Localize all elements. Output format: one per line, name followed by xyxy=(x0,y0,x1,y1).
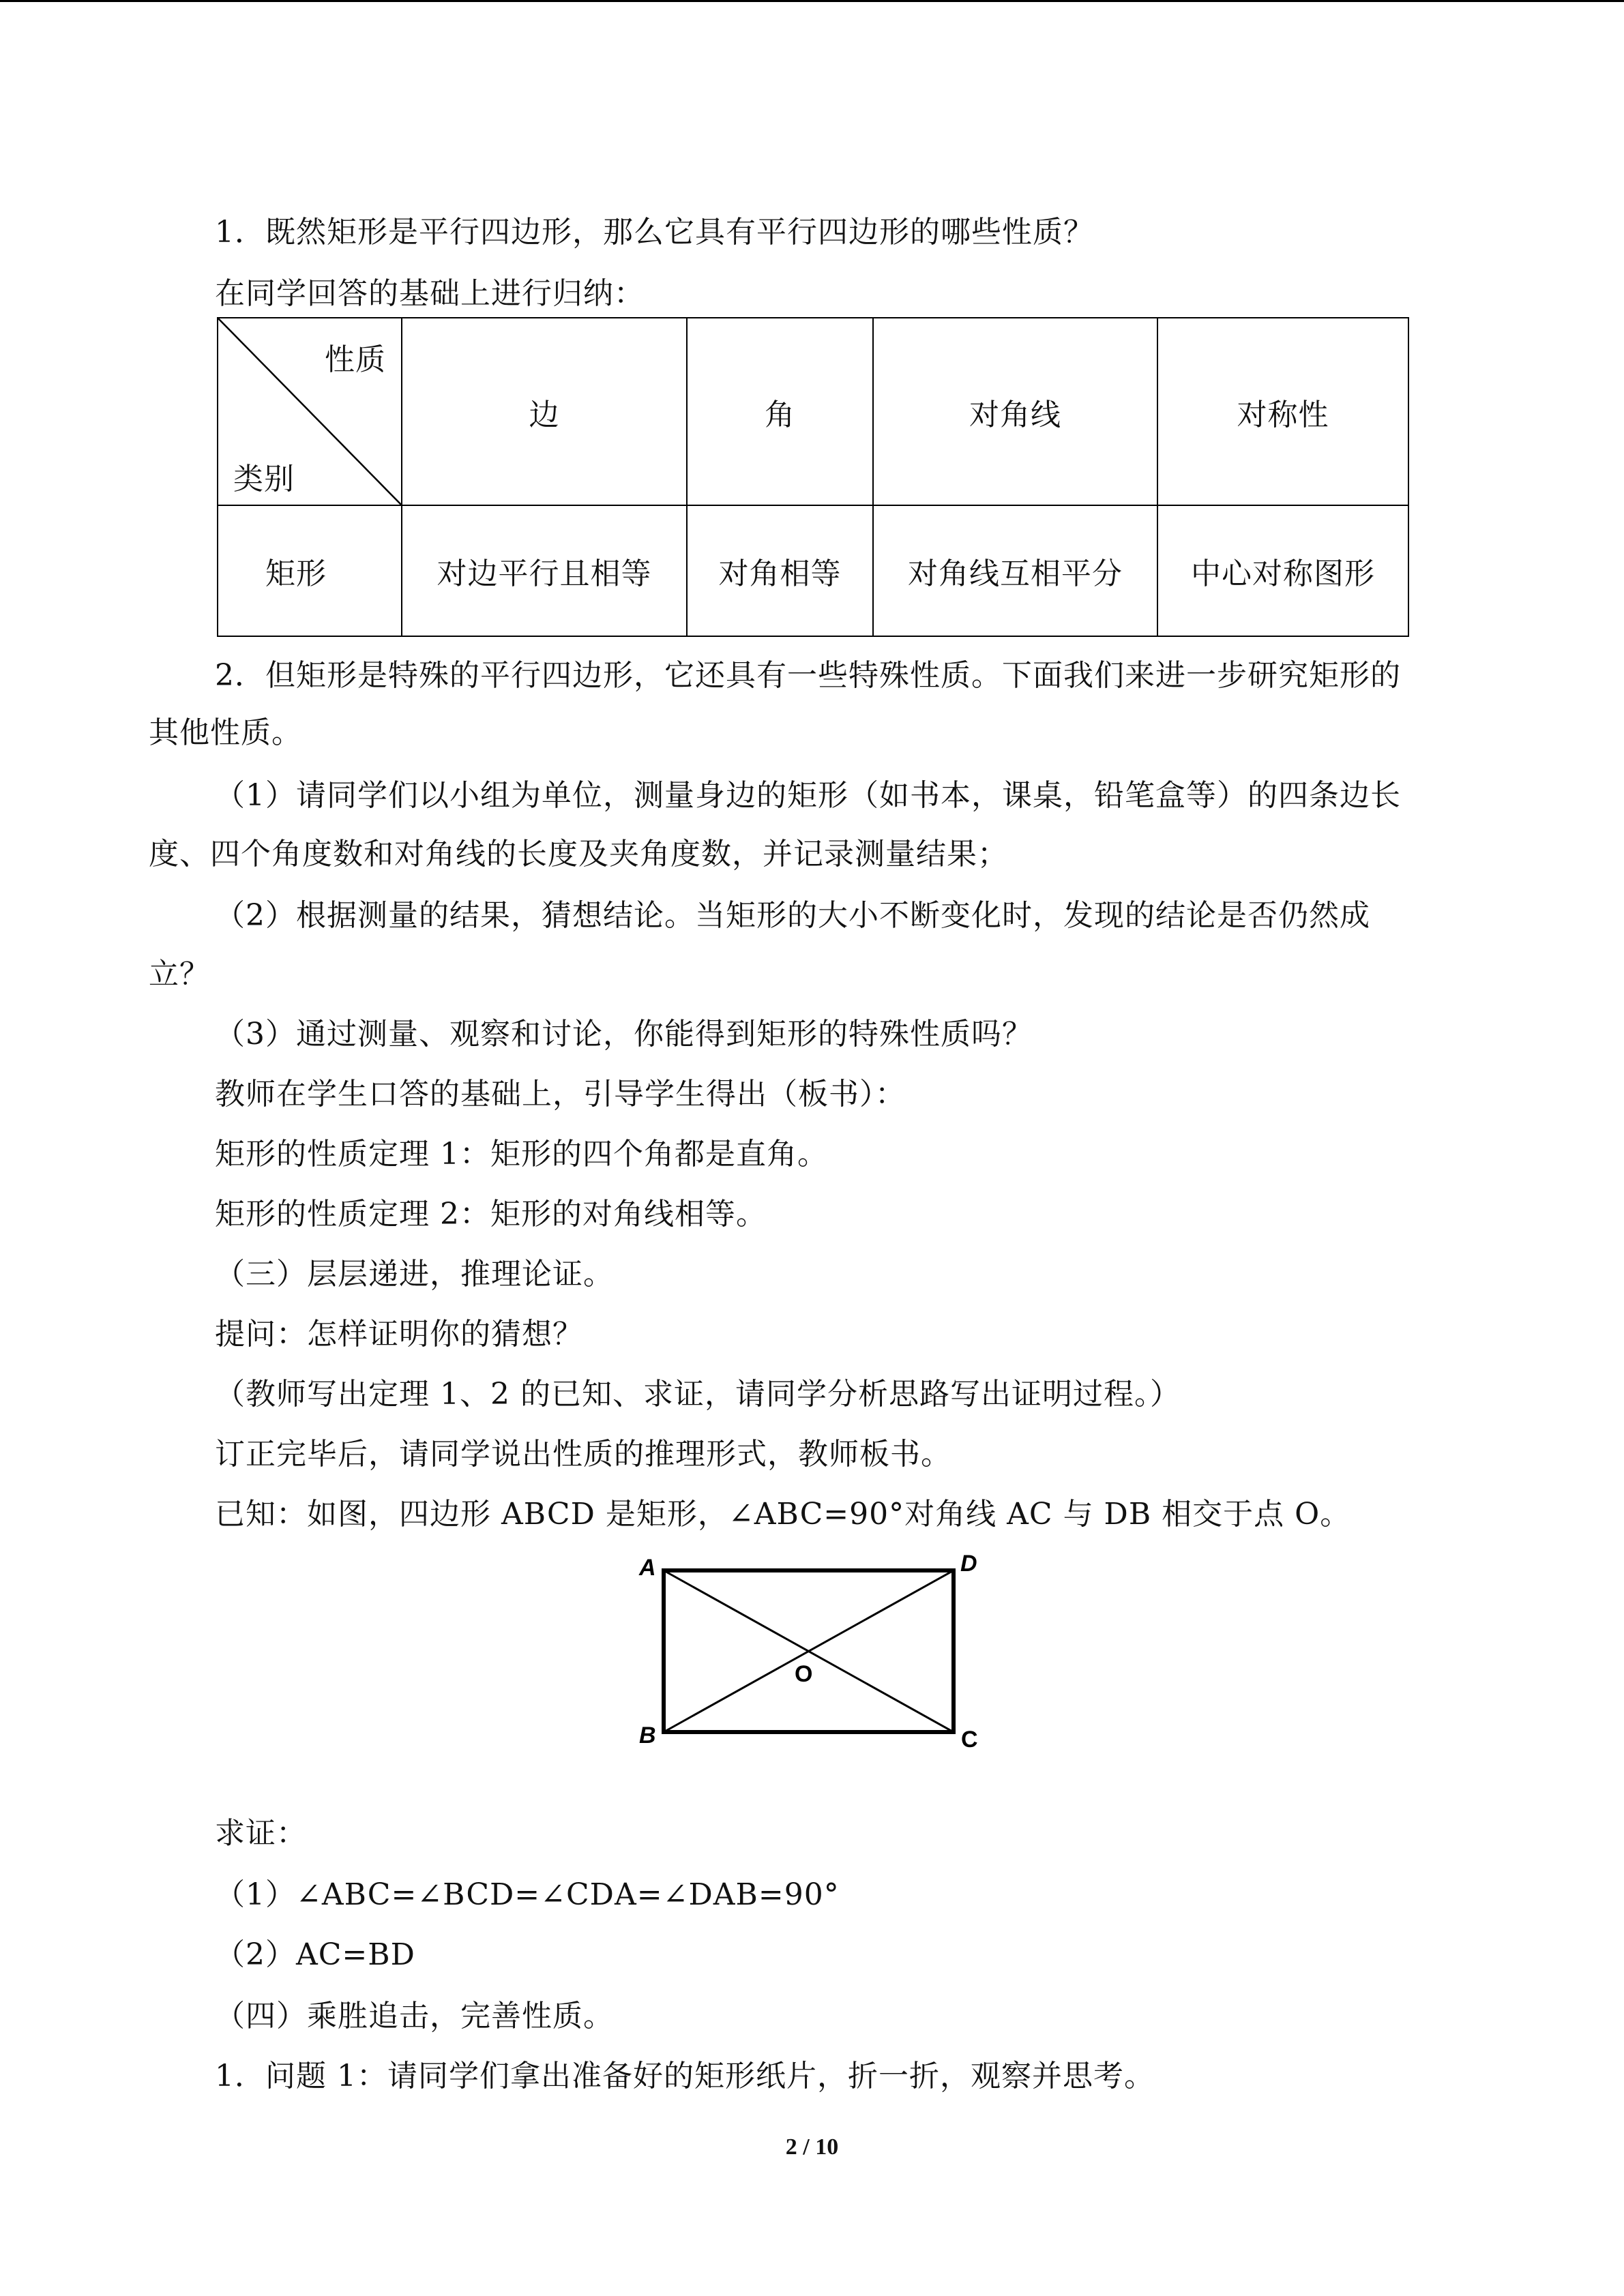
page-top-border xyxy=(0,0,1624,2)
teacher-guidance: 教师在学生口答的基础上，引导学生得出（板书）： xyxy=(215,1077,906,1112)
section-4-heading: （四）乘胜追击，完善性质。 xyxy=(215,1999,614,2033)
table-corner-header xyxy=(218,318,402,505)
cell-diagonals: 对角线互相平分 xyxy=(873,505,1157,636)
properties-table xyxy=(217,317,1409,637)
cell-symmetry: 中心对称图形 xyxy=(1157,505,1408,636)
theorem-1: 矩形的性质定理 1：矩形的四个角都是直角。 xyxy=(215,1137,828,1172)
column-header-symmetry: 对称性 xyxy=(1157,318,1408,505)
theorem-2: 矩形的性质定理 2：矩形的对角线相等。 xyxy=(215,1197,767,1232)
label-o: O xyxy=(795,1661,813,1687)
label-b: B xyxy=(639,1723,656,1748)
rectangle-figure xyxy=(631,1548,992,1753)
header-property: 性质 xyxy=(325,342,386,377)
question-1: 1．既然矩形是平行四边形，那么它具有平行四边形的哪些性质？ xyxy=(215,215,1094,250)
given-statement: 已知：如图，四边形 ABCD 是矩形，∠ABC=90°对角线 AC 与 DB 相交于点 O。 xyxy=(215,1497,1351,1532)
question-prove: 提问：怎样证明你的猜想？ xyxy=(215,1317,583,1352)
question-2-line1: 2．但矩形是特殊的平行四边形，它还具有一些特殊性质。下面我们来进一步研究矩形的 xyxy=(215,658,1401,693)
task-1-line1: （1）请同学们以小组为单位，测量身边的矩形（如书本，课桌，铅笔盒等）的四条边长 xyxy=(215,778,1401,813)
task-2-line2: 立？ xyxy=(149,957,210,992)
row-label-rectangle: 矩形 xyxy=(218,505,402,636)
to-prove-heading: 求证： xyxy=(215,1816,307,1851)
column-header-diagonals: 对角线 xyxy=(873,318,1157,505)
column-header-angles: 角 xyxy=(687,318,873,505)
cell-angles: 对角相等 xyxy=(687,505,873,636)
summary-intro: 在同学回答的基础上进行归纳： xyxy=(215,276,645,311)
page-number: 2 / 10 xyxy=(785,2134,839,2160)
to-prove-1: （1）∠ABC=∠BCD=∠CDA=∠DAB=90° xyxy=(215,1877,840,1912)
teacher-note: （教师写出定理 1、2 的已知、求证，请同学分析思路写出证明过程。） xyxy=(215,1377,1181,1412)
section-3-heading: （三）层层递进，推理论证。 xyxy=(215,1257,614,1292)
header-category: 类别 xyxy=(233,462,295,496)
label-c: C xyxy=(961,1727,978,1753)
question-2-line2: 其他性质。 xyxy=(149,715,302,750)
problem-1: 1．问题 1：请同学们拿出准备好的矩形纸片，折一折，观察并思考。 xyxy=(215,2059,1155,2093)
label-d: D xyxy=(960,1551,977,1577)
task-1-line2: 度、四个角度数和对角线的长度及夹角度数，并记录测量结果； xyxy=(149,837,1008,871)
to-prove-2: （2）AC=BD xyxy=(215,1937,415,1972)
task-2-line1: （2）根据测量的结果，猜想结论。当矩形的大小不断变化时，发现的结论是否仍然成 xyxy=(215,898,1370,933)
task-3: （3）通过测量、观察和讨论，你能得到矩形的特殊性质吗？ xyxy=(215,1017,1033,1052)
cell-sides: 对边平行且相等 xyxy=(402,505,687,636)
label-a: A xyxy=(639,1555,656,1581)
correction-note: 订正完毕后，请同学说出性质的推理形式，教师板书。 xyxy=(215,1437,951,1472)
column-header-sides: 边 xyxy=(402,318,687,505)
